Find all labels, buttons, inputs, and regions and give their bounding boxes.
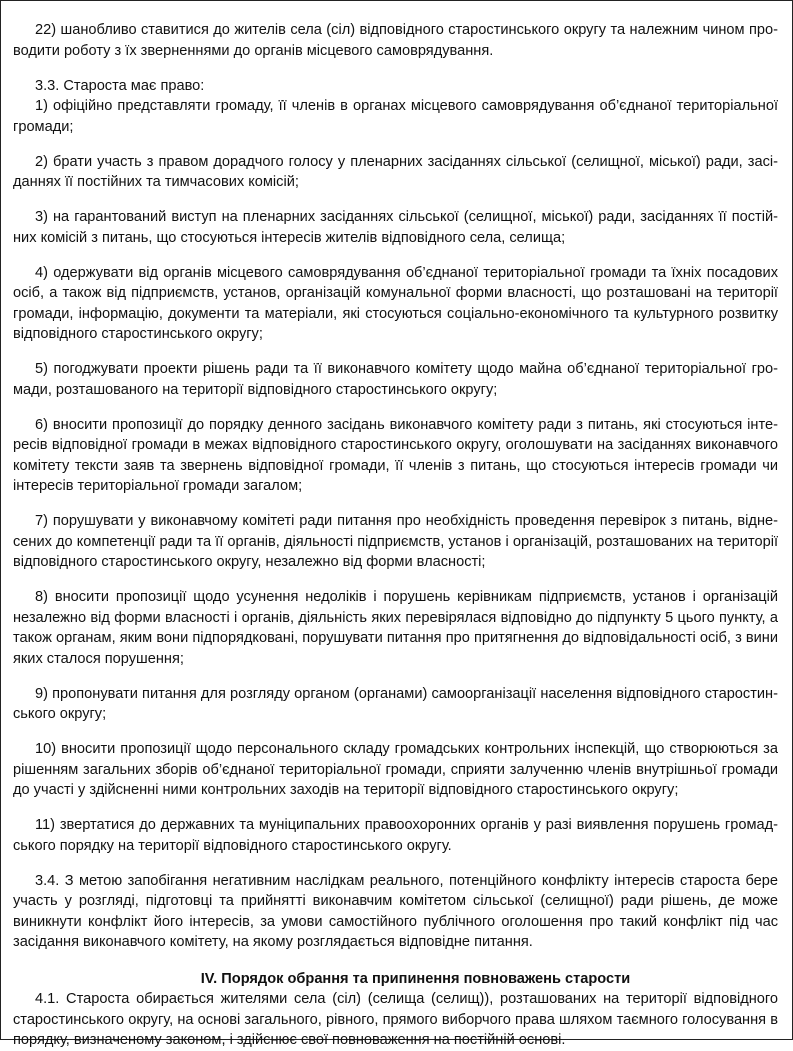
paragraph-right-7: 7) порушувати у виконавчому комітеті ради питання про необхідність проведення перевірок з питань, віднесених до компетенції ради та її органів, діяльності підприємств, установ і організацій, розташованих на території відповідного старостинського округу, незалежно від форми власності;: [13, 513, 778, 570]
section-heading: IV. Порядок обрання та припинення повноважень старости: [200, 970, 631, 987]
paragraph-3-3: 3.3. Староста має право:: [35, 77, 205, 94]
paragraph-right-3: 3) на гарантований виступ на пленарних засіданнях сільської (селищної, міської) ради, засіданнях її постійних комісій з питань, що стосуються інтересів жителів відповідного села, селища;: [13, 209, 778, 246]
paragraph-right-6: 6) вносити пропозиції до порядку денного засідань виконавчого комітету ради з питань, які стосуються інтересів відповідної громади в межах відповідного старостинського округу, оголошувати на засіданнях виконавчого комітету тексти заяв та звернень відповідної громади, її членів з питань, що стосуються інтересів громади чи інтересів територіальної громади загалом;: [13, 416, 778, 494]
paragraph-right-11: 11) звертатися до державних та муніципальних правоохоронних органів у разі виявлення порушень громадського порядку на території відповідного старостинського округу.: [13, 817, 778, 854]
paragraph-right-10: 10) вносити пропозиції щодо персонального складу громадських контрольних інспекцій, що створюються за рішенням загальних зборів об’єднаної територіальної громади, сприяти залученню членів внутрішньої громади до участі у здійсненні ними контрольних заходів на території відповідного старостинського округу;: [13, 741, 778, 798]
paragraph-right-9: 9) пропонувати питання для розгляду органом (органами) самоорганізації населення відповідного старостинського округу;: [13, 685, 778, 722]
paragraph-right-1: 1) офіційно представляти громаду, її членів в органах місцевого самоврядування об’єднаної територіальної громади;: [13, 98, 778, 135]
paragraph-right-8: 8) вносити пропозиції щодо усунення недоліків і порушень керівникам підприємств, установ і організацій незалежно від форми власності і органів, діяльність яких перевірялася відповідно до підпункту 5 цього пункту, а також органам, яким вони підпорядковані, порушувати питання про притягнення до відповідальності осіб, з вини яких сталося порушення;: [13, 589, 778, 667]
paragraph-22: 22) шанобливо ставитися до жителів села (сіл) відповідного старостинського округу та належним чином проводити роботу з їх зверненнями до органів місцевого самоврядування.: [13, 22, 778, 59]
paragraph-4-1: 4.1. Староста обирається жителями села (сіл) (селища (селищ)), розташованих на території відповідного старостинського округу, на основі загального, рівного, прямого виборчого права шляхом таємного голосування в порядку, визначеному законом, і здійснює свої повноваження на постійній основі.: [13, 991, 778, 1048]
paragraph-right-2: 2) брати участь з правом дорадчого голосу у пленарних засіданнях сільської (селищної, міської) ради, засіданнях її постійних та тимчасових комісій;: [13, 153, 778, 190]
paragraph-right-5: 5) погоджувати проекти рішень ради та її виконавчого комітету щодо майна об’єднаної територіальної громади, розташованого на території відповідного старостинського округу;: [13, 361, 778, 398]
paragraph-right-4: 4) одержувати від органів місцевого самоврядування об’єднаної територіальної громади та їхніх посадових осіб, а також від підприємств, установ, організацій комунальної форми власності, що розташовані на території громади, інформацію, документи та матеріали, які стосуються соціально-економічного та культурного розвитку відповідного старостинського округу;: [13, 264, 778, 342]
paragraph-3-4: 3.4. З метою запобігання негативним наслідкам реального, потенційного конфлікту інтересів староста бере участь у розгляді, підготовці та прийнятті виконавчим комітетом сільської (селищної) ради рішень, де може виникнути конфлікт його інтересів, за умови самостійного публічного оголошення про такий конфлікт під час засідання виконавчого комітету, на якому розглядається відповідне питання.: [13, 872, 778, 950]
